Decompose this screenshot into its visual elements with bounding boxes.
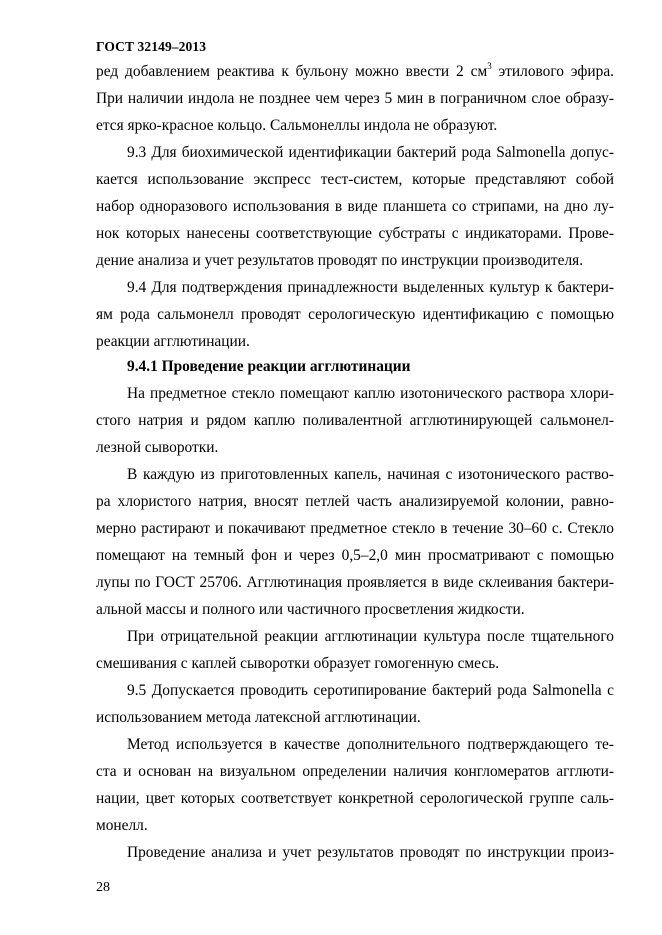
paragraph-start-line: При отрицательной реакции агглютинации культура после тщательного — [127, 628, 614, 645]
paragraph-start-line: В каждую из приготовленных капель, начиная с изотонического раство- — [127, 466, 614, 483]
text-line: мерно растирают и покачивают предметное стекло в течение 30–60 с. Стекло — [96, 520, 614, 537]
text-line: стого натрия и рядом каплю поливалентной агглютинирующей сальмонел- — [96, 412, 614, 429]
document-header: ГОСТ 32149–2013 — [96, 39, 207, 54]
text-line: ста и основан на визуальном определении наличия конгломератов агглюти- — [96, 763, 614, 780]
text-line: монелл. — [96, 817, 148, 834]
text-line: дение анализа и учет результатов проводят по инструкции производителя. — [96, 252, 584, 269]
text-line: кается использование экспресс тест-систем, которые представляют собой — [96, 171, 614, 188]
text-line: лупы по ГОСТ 25706. Агглютинация проявляется в виде склеивания бактери- — [96, 574, 614, 591]
text-line: нации, цвет которых соответствует конкретной серологической группе саль- — [96, 790, 614, 807]
text-line: помещают на темный фон и через 0,5–2,0 мин просматривают с помощью — [96, 547, 614, 564]
paragraph-start-line: 9.4 Для подтверждения принадлежности выделенных культур к бактери- — [127, 279, 614, 296]
text-line: При наличии индола не позднее чем через 5 мин в пограничном слое образу- — [96, 90, 614, 107]
text-line: использованием метода латексной агглютинации. — [96, 709, 421, 726]
text-line: ред добавлением реактива к бульону можно ввести 2 $см^3$ этилового эфира. — [96, 61, 614, 80]
text-line: ется ярко-красное кольцо. Сальмонеллы индола не образуют. — [96, 117, 498, 134]
paragraph-start-line: На предметное стекло помещают каплю изотонического раствора хлори- — [127, 385, 614, 402]
text-line: ям рода сальмонелл проводят серологическую идентификацию с помощью — [96, 306, 614, 323]
paragraph-start-line: Проведение анализа и учет результатов проводят по инструкции произ- — [127, 844, 614, 861]
text-line: ра хлористого натрия, вносят петлей часть анализируемой колонии, равно- — [96, 493, 614, 510]
text-line: реакции агглютинации. — [96, 333, 250, 350]
paragraph-start-line: Метод используется в качестве дополнительного подтверждающего те- — [127, 736, 614, 753]
superscript: 3 — [487, 61, 492, 71]
text-line: альной массы и полного или частичного просветления жидкости. — [96, 601, 525, 618]
text-line: лезной сыворотки. — [96, 439, 219, 456]
text-line: смешивания с каплей сыворотки образует гомогенную смесь. — [96, 655, 500, 672]
text-line: нок которых нанесены соответствующие субстраты с индикаторами. Прове- — [96, 225, 614, 242]
paragraph-start-line: 9.5 Допускается проводить серотипирование бактерий рода Salmonella с — [127, 682, 614, 699]
paragraph-start-line: 9.3 Для биохимической идентификации бактерий рода Salmonella допус- — [127, 144, 614, 161]
text-line: набор одноразового использования в виде планшета со стрипами, на дно лу- — [96, 198, 614, 215]
section-heading: 9.4.1 Проведение реакции агглютинации — [127, 358, 411, 375]
page-number: 28 — [96, 880, 110, 895]
